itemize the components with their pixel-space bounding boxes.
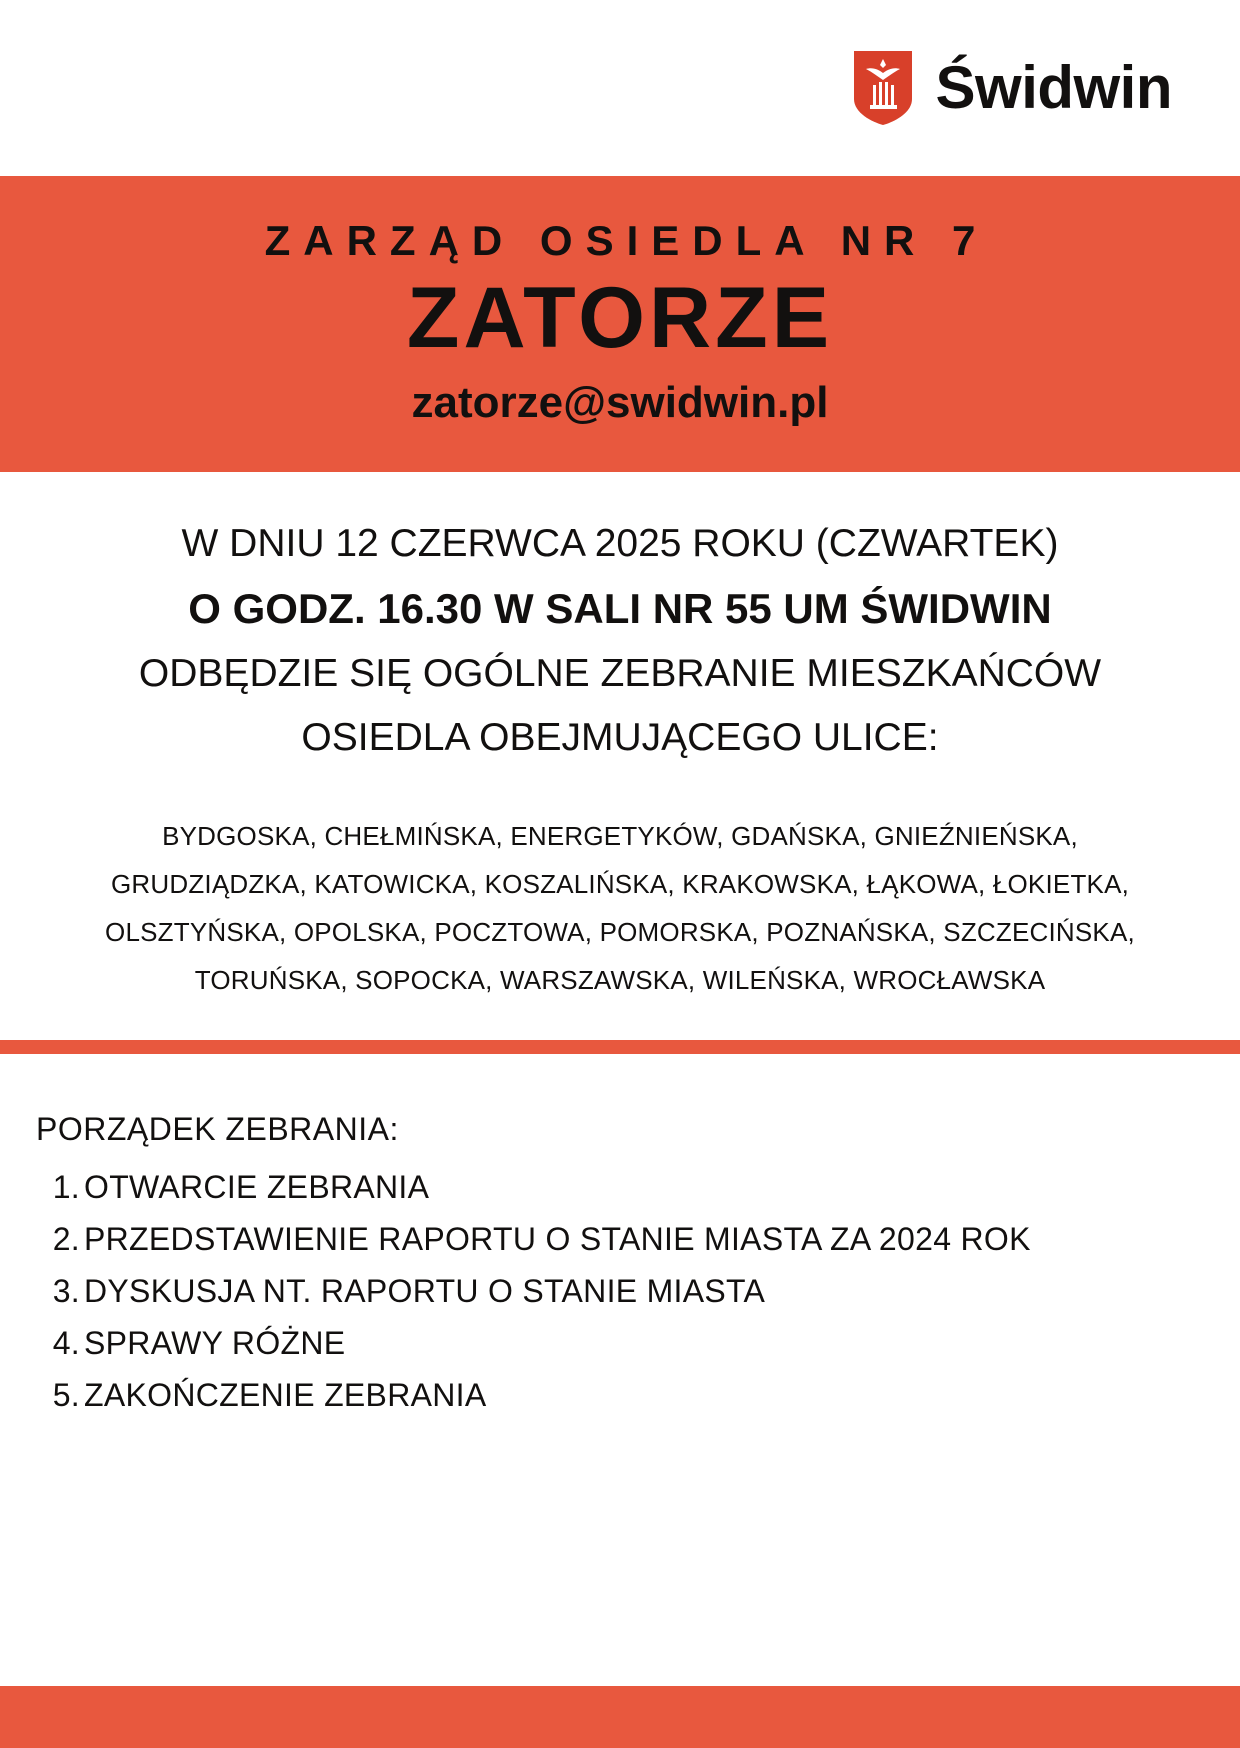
agenda-items [36,1162,1240,1421]
city-wordmark: Świdwin [935,54,1172,121]
agenda-item-label: PRZEDSTAWIENIE RAPORTU O STANIE MIASTA ZA 2024 ROK [84,1221,1031,1258]
streets-line: TORUŃSKA, SOPOCKA, WARSZAWSKA, WILEŃSKA, WROCŁAWSKA [194,964,1046,995]
agenda-item-number: 3. [52,1273,80,1310]
announcement-line-streets-intro: OSIEDLA OBEJMUJĄCEGO ULICE: [301,716,939,760]
list-item [36,1214,1240,1266]
title-banner [0,176,1240,472]
list-item [36,1266,1240,1318]
streets-line: BYDGOSKA, CHEŁMIŃSKA, ENERGETYKÓW, GDAŃSKA, GNIEŹNIEŃSKA, [162,820,1078,851]
announcement-line-meeting: ODBĘDZIE SIĘ OGÓLNE ZEBRANIE MIESZKAŃCÓW [138,652,1102,696]
page-header [0,0,1240,176]
announcement-line-date: W DNIU 12 CZERWCA 2025 ROKU (CZWARTEK) [181,521,1059,565]
announcement-block [0,472,1240,762]
agenda-item-number: 5. [52,1376,80,1413]
agenda-title: PORZĄDEK ZEBRANIA: [36,1111,399,1147]
brand-lockup [852,49,1173,127]
agenda-item-number: 4. [52,1324,80,1361]
footer-bar [0,1686,1240,1748]
agenda-item-label: SPRAWY RÓŻNE [84,1324,346,1361]
contact-email[interactable]: zatorze@swidwin.pl [411,378,829,428]
banner-kicker: ZARZĄD OSIEDLA NR 7 [264,217,989,264]
agenda-item-label: DYSKUSJA NT. RAPORTU O STANIE MIASTA [84,1273,766,1310]
streets-line: GRUDZIĄDZKA, KATOWICKA, KOSZALIŃSKA, KRAKOWSKA, ŁĄKOWA, ŁOKIETKA, [110,868,1130,899]
list-item [36,1370,1240,1422]
agenda-item-label: ZAKOŃCZENIE ZEBRANIA [84,1376,487,1413]
section-divider [0,1040,1240,1054]
streets-line: OLSZTYŃSKA, OPOLSKA, POCZTOWA, POMORSKA, POZNAŃSKA, SZCZECIŃSKA, [105,916,1135,947]
streets-list [0,778,1240,1004]
agenda-item-label: OTWARCIE ZEBRANIA [84,1169,430,1206]
agenda-item-number: 1. [52,1169,80,1206]
list-item [36,1162,1240,1214]
swidwin-coat-of-arms-icon [852,49,914,127]
announcement-line-time-place: O GODZ. 16.30 W SALI NR 55 UM ŚWIDWIN [188,585,1052,633]
agenda-item-number: 2. [52,1221,80,1258]
banner-title: ZATORZE [406,270,834,367]
list-item [36,1318,1240,1370]
agenda-block [0,1054,1240,1422]
